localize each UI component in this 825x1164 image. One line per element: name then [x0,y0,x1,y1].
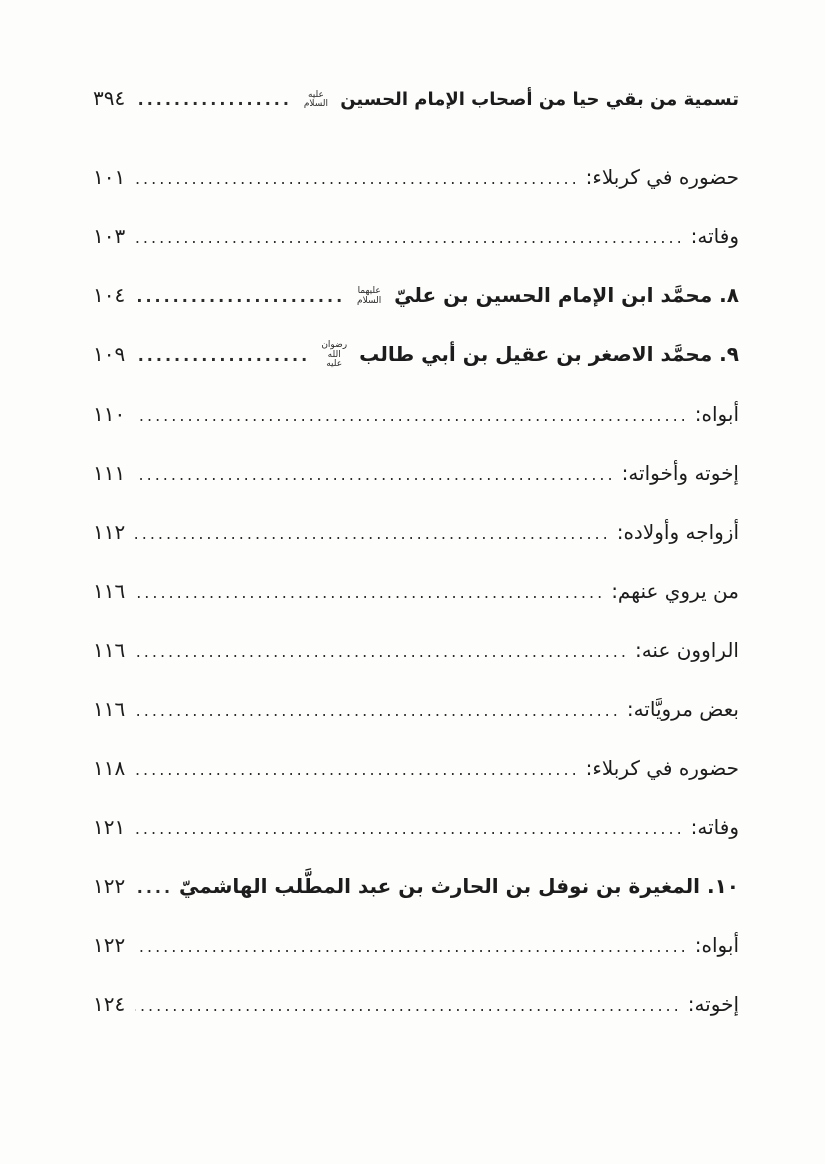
toc-entry-row [93,577,739,606]
dot-leader [135,281,345,310]
toc-entry-page-number: ١١٢ [93,519,126,544]
honorific-seal: رضوان الله عليه [321,340,348,370]
toc-entry-page-number: ١٢٢ [93,873,126,898]
toc-entry-title-wrap [617,518,739,547]
toc-entry-title-wrap [695,400,739,429]
toc-entry-title: الراوون عنه: [634,637,739,662]
toc-entry-page-number: ١٢١ [93,814,126,839]
toc-entry-title: من يروي عنهم: [611,578,739,603]
toc-entry-page-number: ١١٦ [93,637,126,662]
honorific-seal: عليه السلام [303,89,329,109]
toc-entry-title: أزواجه وأولاده: [616,519,739,544]
toc-entry-title-wrap [691,222,739,251]
toc-entry-row [93,872,739,901]
toc-entry-title: أبواه: [694,932,739,957]
dot-leader [135,222,684,251]
toc-entry-title-wrap [316,340,739,370]
toc-entry-page-number: ١١٨ [93,755,126,780]
toc-entry-title-wrap [586,754,739,783]
toc-entry-row [93,459,739,488]
toc-entry-page-number: ١٠٣ [93,224,126,249]
dot-leader [135,695,621,724]
running-header-page-number: ٣٩٤ [93,86,126,110]
toc-entry-page-number: ١١٦ [93,578,126,603]
toc-entry-page-number: ١٢٢ [93,932,126,957]
toc-entry-title: ٩. محمَّد الاصغر بن عقيل بن أبي طالب [359,342,739,367]
toc-entry-row [93,281,739,310]
toc-entry-title-wrap [688,990,739,1019]
toc-entry-page-number: ١١٦ [93,696,126,721]
toc-entry-title-wrap [627,695,739,724]
toc-entry-row [93,340,739,370]
toc-entry-row [93,518,739,547]
toc-entry-page-number: ١٠٤ [93,283,126,308]
dot-leader [135,459,615,488]
toc-entry-title: ٨. محمَّد ابن الإمام الحسين بن عليّ [394,283,739,308]
dot-leader [135,931,689,960]
toc-entry-title-wrap [586,163,739,192]
dot-leader [135,163,579,192]
toc-entry-title: إخوته: [687,991,739,1016]
honorific-seal: عليهما السلام [357,286,382,306]
toc-entry-title-wrap [695,931,739,960]
dot-leader [135,87,292,113]
toc-entry-page-number: ١١٠ [93,401,126,426]
dot-leader [135,577,605,606]
toc-entry-row [93,931,739,960]
toc-entry-title-wrap [351,281,739,310]
toc-entry-page-number: ١٠١ [93,165,126,190]
dot-leader [135,400,689,429]
toc-entry-title: بعض مرويَّاته: [626,696,739,721]
running-header-title-wrap [298,87,739,113]
toc-list [93,163,739,1019]
toc-entry-row [93,636,739,665]
toc-entry-page-number: ١٢٤ [93,991,126,1016]
toc-entry-row [93,990,739,1019]
toc-entry-row [93,222,739,251]
toc-entry-page-number: ١١١ [93,460,126,485]
toc-entry-title: ١٠. المغيرة بن نوفل بن الحارث بن عبد المطَّلب الهاشميّ [179,873,739,898]
dot-leader [135,518,610,547]
toc-entry-title-wrap [635,636,739,665]
running-header-title: تسمية من بقي حيا من أصحاب الإمام الحسين [340,89,739,110]
toc-entry-title-wrap [179,872,739,901]
toc-entry-row [93,754,739,783]
toc-entry-title: إخوته وأخواته: [621,460,739,485]
toc-entry-title-wrap [622,459,739,488]
running-header-row [93,84,739,113]
toc-entry-row [93,813,739,842]
toc-entry-page-number: ١٠٩ [93,342,126,367]
toc-entry-row [93,163,739,192]
dot-leader [135,754,579,783]
toc-entry-title: وفاته: [690,814,739,839]
toc-entry-title: حضوره في كربلاء: [585,755,739,780]
toc-entry-title: وفاته: [690,224,739,249]
toc-entry-title: أبواه: [694,401,739,426]
toc-entry-title-wrap [611,577,739,606]
toc-entry-row [93,400,739,429]
dot-leader [135,990,681,1019]
toc-entry-title-wrap [691,813,739,842]
toc-entry-row [93,695,739,724]
dot-leader [135,813,684,842]
toc-entry-title: حضوره في كربلاء: [585,165,739,190]
dot-leader [135,636,629,665]
dot-leader [135,872,173,901]
dot-leader [135,340,310,369]
